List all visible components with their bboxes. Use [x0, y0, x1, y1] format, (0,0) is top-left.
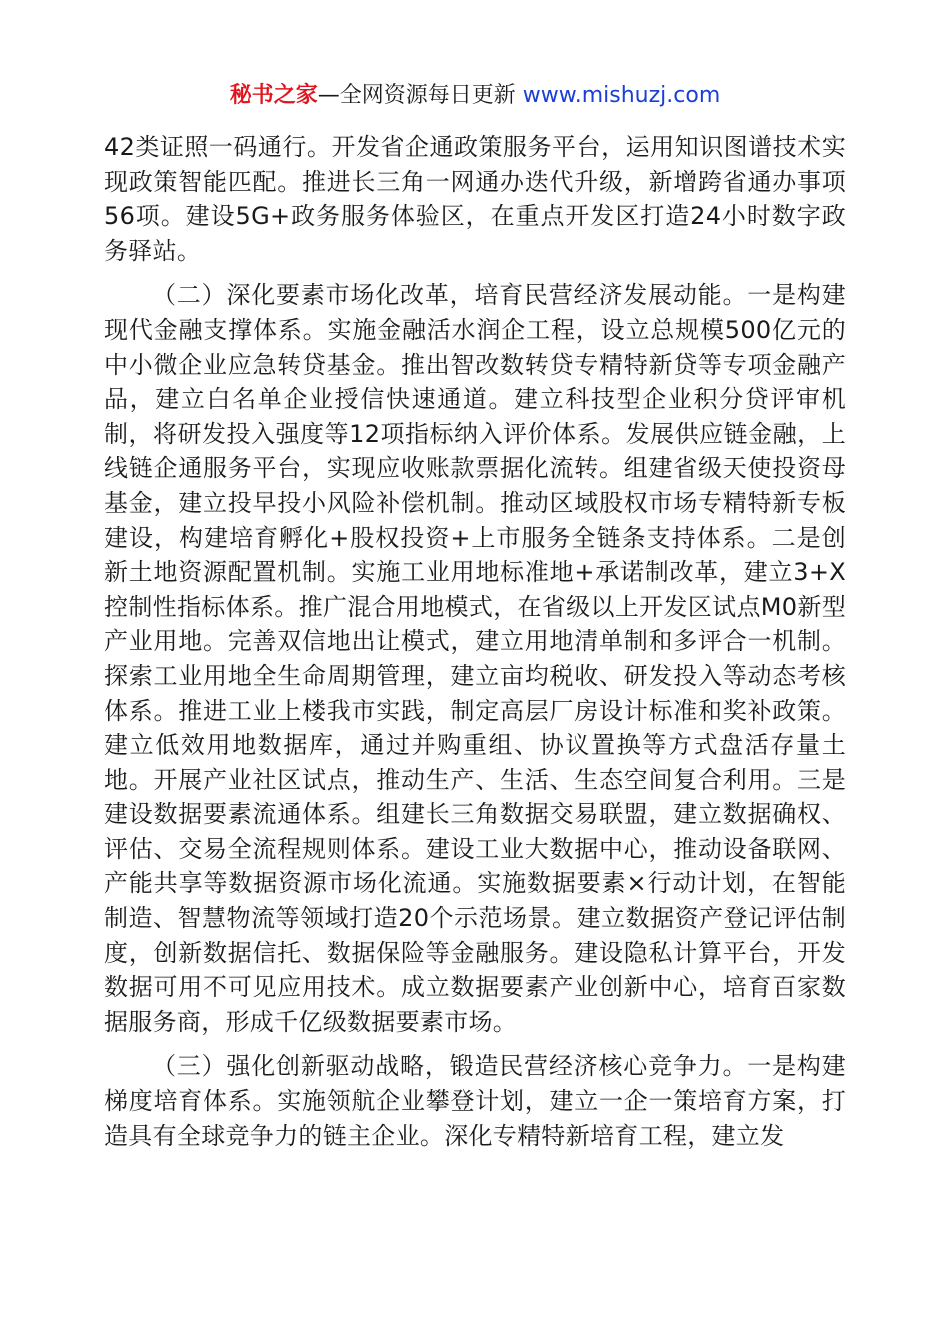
site-header	[0, 80, 950, 112]
document-body	[104, 130, 846, 1163]
paragraph-continued: 42类证照一码通行。开发省企通政策服务平台，运用知识图谱技术实现政策智能匹配。推进长三角一网通办迭代升级，新增跨省通办事项56项。建设5G+政务服务体验区，在重点开发区打造24小时数字政务驿站。	[104, 133, 846, 265]
paragraph-section-3: （三）强化创新驱动战略，锻造民营经济核心竞争力。一是构建梯度培育体系。实施领航企业攀登计划，建立一企一策培育方案，打造具有全球竞争力的链主企业。深化专精特新培育工程，建立发	[104, 1052, 846, 1150]
paragraph-section-2: （二）深化要素市场化改革，培育民营经济发展动能。一是构建现代金融支撑体系。实施金融活水润企工程，设立总规模500亿元的中小微企业应急转贷基金。推出智改数转贷专精特新贷等专项金融产品，建立白名单企业授信快速通道。建立科技型企业积分贷评审机制，将研发投入强度等12项指标纳入评价体系。发展供应链金融，上线链企通服务平台，实现应收账款票据化流转。组建省级天使投资母基金，建立投早投小风险补偿机制。推动区域股权市场专精特新专板建设，构建培育孵化+股权投资+上市服务全链条支持体系。二是创新土地资源配置机制。实施工业用地标准地+承诺制改革，建立3+X控制性指标体系。推广混合用地模式，在省级以上开发区试点M0新型产业用地。完善双信地出让模式，建立用地清单制和多评合一机制。探索工业用地全生命周期管理，建立亩均税收、研发投入等动态考核体系。推进工业上楼我市实践，制定高层厂房设计标准和奖补政策。建立低效用地数据库，通过并购重组、协议置换等方式盘活存量土地。开展产业社区试点，推动生产、生活、生态空间复合利用。三是建设数据要素流通体系。组建长三角数据交易联盟，建立数据确权、评估、交易全流程规则体系。建设工业大数据中心，推动设备联网、产能共享等数据资源市场化流通。实施数据要素×行动计划，在智能制造、智慧物流等领域打造20个示范场景。建立数据资产登记评估制度，创新数据信托、数据保险等金融服务。建设隐私计算平台，开发数据可用不可见应用技术。成立数据要素产业创新中心，培育百家数据服务商，形成千亿级数据要素市场。	[104, 281, 846, 1036]
brand-name: 秘书之家	[229, 83, 318, 108]
header-tagline: —全网资源每日更新	[317, 83, 523, 108]
site-url-link[interactable]: www.mishuzj.com	[522, 83, 721, 108]
